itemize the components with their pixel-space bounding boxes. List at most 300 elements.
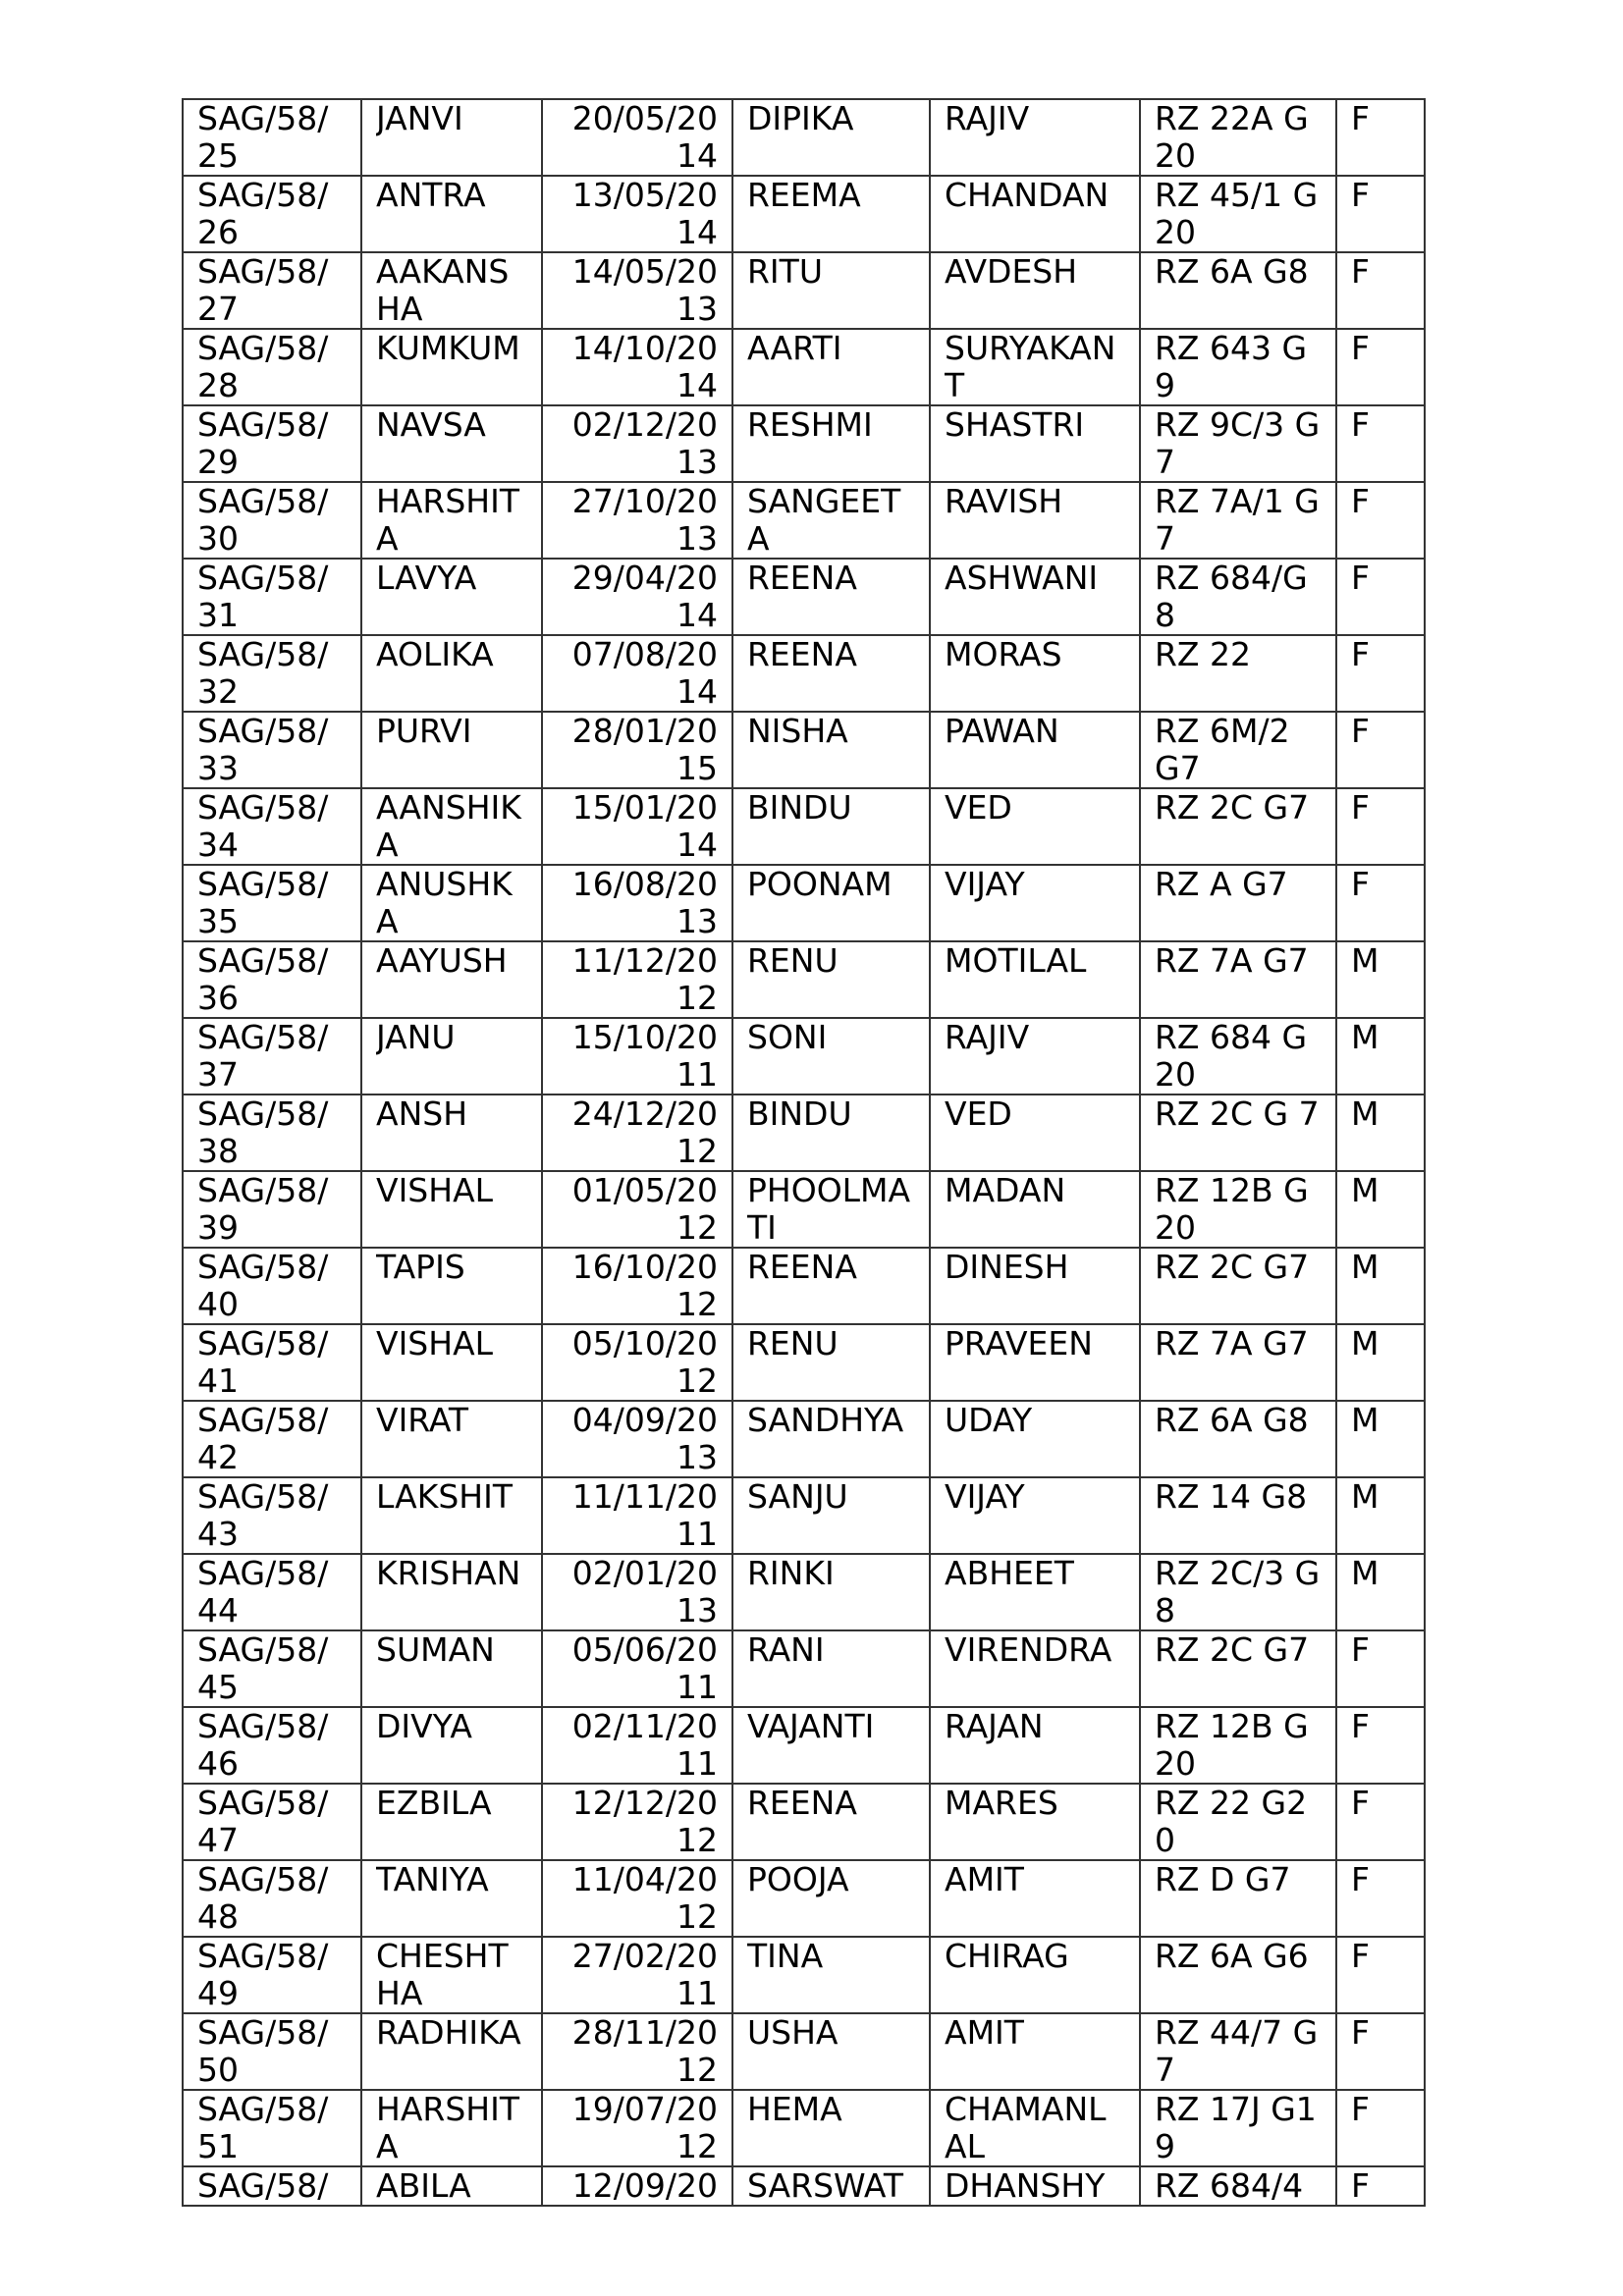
gender-cell <box>1336 329 1425 405</box>
date-of-birth-cell <box>542 1630 732 1707</box>
father-name-cell <box>930 1707 1140 1784</box>
address-text: RZ 643 G9 <box>1155 330 1308 404</box>
admission-number-cell <box>183 176 361 252</box>
address-cell <box>1140 1095 1336 1171</box>
date-of-birth-text: 27/10/2013 <box>571 483 718 558</box>
table-row <box>183 1860 1425 1937</box>
admission-number-text: SAG/58/38 <box>197 1095 329 1170</box>
admission-number-cell <box>183 2013 361 2090</box>
student-name-cell <box>361 2090 542 2166</box>
student-name-cell <box>361 788 542 865</box>
address-text: RZ 9C/3 G7 <box>1155 406 1321 481</box>
mother-name-text: RINKI <box>747 1555 835 1592</box>
gender-cell <box>1336 2090 1425 2166</box>
student-name-text: HARSHITA <box>376 483 519 558</box>
student-name-cell <box>361 635 542 712</box>
mother-name-cell <box>732 329 930 405</box>
student-name-text: SUMAN <box>376 1631 495 1669</box>
student-name-text: HARSHITA <box>376 2091 519 2165</box>
gender-text: F <box>1351 330 1370 367</box>
student-name-text: ANSH <box>376 1095 468 1133</box>
address-text: RZ 7A G7 <box>1155 942 1309 980</box>
father-name-cell <box>930 1248 1140 1324</box>
student-name-text: LAVYA <box>376 560 477 597</box>
student-name-cell <box>361 1784 542 1860</box>
gender-text: F <box>1351 253 1370 291</box>
mother-name-cell <box>732 1784 930 1860</box>
admission-number-cell <box>183 1477 361 1554</box>
father-name-cell <box>930 329 1140 405</box>
admission-number-text: SAG/58/28 <box>197 330 329 404</box>
date-of-birth-text: 15/10/2011 <box>571 1019 718 1094</box>
address-cell <box>1140 712 1336 788</box>
student-name-cell <box>361 2166 542 2206</box>
father-name-text: AMIT <box>945 2014 1024 2052</box>
mother-name-cell <box>732 1171 930 1248</box>
father-name-cell <box>930 482 1140 559</box>
gender-cell <box>1336 1630 1425 1707</box>
table-row <box>183 1707 1425 1784</box>
date-of-birth-cell <box>542 1018 732 1095</box>
table-row <box>183 1477 1425 1554</box>
gender-text: F <box>1351 406 1370 444</box>
gender-text: M <box>1351 1555 1380 1592</box>
admission-number-cell <box>183 1784 361 1860</box>
address-text: RZ 684 G20 <box>1155 1019 1308 1094</box>
gender-cell <box>1336 2166 1425 2206</box>
date-of-birth-cell <box>542 252 732 329</box>
date-of-birth-cell <box>542 329 732 405</box>
mother-name-cell <box>732 405 930 482</box>
address-text: RZ 22 <box>1155 636 1252 673</box>
father-name-cell <box>930 1554 1140 1630</box>
admission-number-text: SAG/58/33 <box>197 713 329 787</box>
address-text: RZ 6A G6 <box>1155 1938 1309 1975</box>
father-name-cell <box>930 1018 1140 1095</box>
father-name-text: CHANDAN <box>945 177 1109 214</box>
admission-number-text: SAG/58/29 <box>197 406 329 481</box>
student-name-text: NAVSA <box>376 406 486 444</box>
address-text: RZ 17J G19 <box>1155 2091 1317 2165</box>
table-row <box>183 252 1425 329</box>
student-name-cell <box>361 1554 542 1630</box>
mother-name-text: SARSWAT <box>747 2167 904 2205</box>
admission-number-cell <box>183 1171 361 1248</box>
gender-cell <box>1336 712 1425 788</box>
gender-text: F <box>1351 2167 1370 2205</box>
gender-text: M <box>1351 1019 1380 1056</box>
father-name-text: ABHEET <box>945 1555 1074 1592</box>
gender-text: F <box>1351 177 1370 214</box>
father-name-cell <box>930 1401 1140 1477</box>
mother-name-cell <box>732 1937 930 2013</box>
student-name-cell <box>361 559 542 635</box>
address-text: RZ 12B G20 <box>1155 1172 1309 1247</box>
date-of-birth-text: 24/12/2012 <box>571 1095 718 1170</box>
admission-number-cell <box>183 1324 361 1401</box>
date-of-birth-cell <box>542 941 732 1018</box>
mother-name-cell <box>732 2166 930 2206</box>
date-of-birth-cell <box>542 1860 732 1937</box>
date-of-birth-cell <box>542 482 732 559</box>
mother-name-text: RENU <box>747 942 839 980</box>
student-name-text: JANVI <box>376 100 463 137</box>
mother-name-cell <box>732 482 930 559</box>
address-cell <box>1140 1784 1336 1860</box>
table-row <box>183 1554 1425 1630</box>
address-cell <box>1140 482 1336 559</box>
gender-text: M <box>1351 1478 1380 1516</box>
father-name-cell <box>930 865 1140 941</box>
date-of-birth-cell <box>542 176 732 252</box>
date-of-birth-text: 14/10/2014 <box>571 330 718 404</box>
date-of-birth-text: 28/01/2015 <box>571 713 718 787</box>
table-row <box>183 1937 1425 2013</box>
student-name-cell <box>361 1324 542 1401</box>
address-cell <box>1140 1324 1336 1401</box>
date-of-birth-text: 05/06/2011 <box>571 1631 718 1706</box>
date-of-birth-text: 14/05/2013 <box>571 253 718 328</box>
admission-number-text: SAG/58/27 <box>197 253 329 328</box>
student-name-cell <box>361 252 542 329</box>
mother-name-text: REENA <box>747 636 857 673</box>
address-text: RZ 6A G8 <box>1155 1402 1309 1439</box>
date-of-birth-cell <box>542 99 732 176</box>
student-name-cell <box>361 329 542 405</box>
table-row <box>183 1018 1425 1095</box>
date-of-birth-cell <box>542 788 732 865</box>
records-table-body <box>183 99 1425 2206</box>
gender-cell <box>1336 482 1425 559</box>
gender-cell <box>1336 1018 1425 1095</box>
father-name-cell <box>930 99 1140 176</box>
address-cell <box>1140 1018 1336 1095</box>
date-of-birth-cell <box>542 1171 732 1248</box>
mother-name-text: POONAM <box>747 866 893 903</box>
records-table <box>182 98 1426 2207</box>
table-row <box>183 2166 1425 2206</box>
date-of-birth-text: 19/07/2012 <box>571 2091 718 2165</box>
table-row <box>183 1401 1425 1477</box>
date-of-birth-cell <box>542 2013 732 2090</box>
address-cell <box>1140 1554 1336 1630</box>
student-name-cell <box>361 1630 542 1707</box>
father-name-cell <box>930 1171 1140 1248</box>
mother-name-text: SONI <box>747 1019 828 1056</box>
date-of-birth-text: 27/02/2011 <box>571 1938 718 2012</box>
mother-name-cell <box>732 1248 930 1324</box>
father-name-cell <box>930 2166 1140 2206</box>
date-of-birth-text: 29/04/2014 <box>571 560 718 634</box>
student-name-text: CHESHTHA <box>376 1938 509 2012</box>
admission-number-cell <box>183 788 361 865</box>
mother-name-cell <box>732 1018 930 1095</box>
father-name-cell <box>930 1324 1140 1401</box>
gender-text: M <box>1351 1172 1380 1209</box>
date-of-birth-cell <box>542 1324 732 1401</box>
student-name-text: AANSHIKA <box>376 789 521 864</box>
mother-name-cell <box>732 2013 930 2090</box>
date-of-birth-text: 05/10/2012 <box>571 1325 718 1400</box>
table-row <box>183 712 1425 788</box>
address-cell <box>1140 788 1336 865</box>
student-name-text: PURVI <box>376 713 472 750</box>
table-row <box>183 941 1425 1018</box>
address-cell <box>1140 2090 1336 2166</box>
gender-cell <box>1336 1554 1425 1630</box>
mother-name-cell <box>732 1860 930 1937</box>
table-row <box>183 865 1425 941</box>
gender-text: F <box>1351 789 1370 827</box>
date-of-birth-text: 01/05/2012 <box>571 1172 718 1247</box>
admission-number-text: SAG/58/34 <box>197 789 329 864</box>
address-cell <box>1140 559 1336 635</box>
table-row <box>183 405 1425 482</box>
address-cell <box>1140 941 1336 1018</box>
father-name-text: PRAVEEN <box>945 1325 1093 1362</box>
admission-number-text: SAG/58/51 <box>197 2091 329 2165</box>
mother-name-text: NISHA <box>747 713 848 750</box>
admission-number-text: SAG/58/37 <box>197 1019 329 1094</box>
father-name-text: VED <box>945 1095 1012 1133</box>
mother-name-text: BINDU <box>747 1095 852 1133</box>
mother-name-text: DIPIKA <box>747 100 854 137</box>
mother-name-text: REENA <box>747 1785 857 1822</box>
gender-cell <box>1336 788 1425 865</box>
father-name-text: SHASTRI <box>945 406 1085 444</box>
student-name-cell <box>361 99 542 176</box>
date-of-birth-cell <box>542 1707 732 1784</box>
address-cell <box>1140 2166 1336 2206</box>
table-row <box>183 1171 1425 1248</box>
admission-number-text: SAG/58/48 <box>197 1861 329 1936</box>
table-row <box>183 1630 1425 1707</box>
father-name-text: RAVISH <box>945 483 1063 520</box>
mother-name-cell <box>732 2090 930 2166</box>
admission-number-cell <box>183 252 361 329</box>
student-name-text: LAKSHIT <box>376 1478 514 1516</box>
father-name-cell <box>930 176 1140 252</box>
gender-cell <box>1336 1324 1425 1401</box>
admission-number-cell <box>183 1248 361 1324</box>
father-name-cell <box>930 252 1140 329</box>
student-name-text: VISHAL <box>376 1325 494 1362</box>
date-of-birth-cell <box>542 1248 732 1324</box>
father-name-text: PAWAN <box>945 713 1059 750</box>
mother-name-text: REEMA <box>747 177 861 214</box>
table-row <box>183 2090 1425 2166</box>
father-name-text: CHAMANLAL <box>945 2091 1107 2165</box>
father-name-text: RAJIV <box>945 100 1030 137</box>
table-row <box>183 788 1425 865</box>
address-cell <box>1140 1937 1336 2013</box>
student-name-cell <box>361 1477 542 1554</box>
gender-cell <box>1336 1248 1425 1324</box>
table-row <box>183 2013 1425 2090</box>
gender-cell <box>1336 176 1425 252</box>
student-name-cell <box>361 176 542 252</box>
admission-number-cell <box>183 865 361 941</box>
gender-cell <box>1336 1707 1425 1784</box>
gender-text: F <box>1351 1861 1370 1898</box>
student-name-text: ANTRA <box>376 177 486 214</box>
student-name-cell <box>361 941 542 1018</box>
admission-number-cell <box>183 405 361 482</box>
gender-cell <box>1336 2013 1425 2090</box>
address-text: RZ A G7 <box>1155 866 1288 903</box>
father-name-text: VED <box>945 789 1012 827</box>
mother-name-text: REENA <box>747 560 857 597</box>
date-of-birth-text: 02/12/2013 <box>571 406 718 481</box>
mother-name-cell <box>732 99 930 176</box>
address-cell <box>1140 1401 1336 1477</box>
date-of-birth-text: 12/12/2012 <box>571 1785 718 1859</box>
admission-number-cell <box>183 1018 361 1095</box>
date-of-birth-text: 16/08/2013 <box>571 866 718 940</box>
student-name-cell <box>361 1401 542 1477</box>
gender-cell <box>1336 865 1425 941</box>
admission-number-text: SAG/58/43 <box>197 1478 329 1553</box>
table-row <box>183 99 1425 176</box>
admission-number-cell <box>183 559 361 635</box>
table-row <box>183 1248 1425 1324</box>
gender-cell <box>1336 1477 1425 1554</box>
gender-cell <box>1336 1937 1425 2013</box>
student-name-text: VIRAT <box>376 1402 469 1439</box>
mother-name-text: RENU <box>747 1325 839 1362</box>
address-text: RZ 45/1 G20 <box>1155 177 1319 251</box>
gender-text: M <box>1351 1402 1380 1439</box>
admission-number-text: SAG/58/30 <box>197 483 329 558</box>
student-name-text: KRISHAN <box>376 1555 521 1592</box>
date-of-birth-text: 16/10/2012 <box>571 1249 718 1323</box>
address-text: RZ 7A/1 G7 <box>1155 483 1320 558</box>
mother-name-text: POOJA <box>747 1861 849 1898</box>
date-of-birth-text: 28/11/2012 <box>571 2014 718 2089</box>
address-text: RZ D G7 <box>1155 1861 1291 1898</box>
admission-number-text: SAG/58/31 <box>197 560 329 634</box>
student-name-text: TANIYA <box>376 1861 489 1898</box>
admission-number-cell <box>183 2166 361 2206</box>
admission-number-text: SAG/58/39 <box>197 1172 329 1247</box>
admission-number-cell <box>183 1630 361 1707</box>
address-cell <box>1140 252 1336 329</box>
address-text: RZ 2C G7 <box>1155 789 1310 827</box>
student-name-cell <box>361 1095 542 1171</box>
date-of-birth-text: 11/04/2012 <box>571 1861 718 1936</box>
admission-number-cell <box>183 941 361 1018</box>
gender-text: F <box>1351 713 1370 750</box>
admission-number-text: SAG/58/45 <box>197 1631 329 1706</box>
gender-text: F <box>1351 483 1370 520</box>
father-name-text: SURYAKANT <box>945 330 1116 404</box>
mother-name-text: HEMA <box>747 2091 842 2128</box>
mother-name-text: SANDHYA <box>747 1402 904 1439</box>
mother-name-cell <box>732 712 930 788</box>
mother-name-text: TINA <box>747 1938 824 1975</box>
gender-text: F <box>1351 636 1370 673</box>
admission-number-cell <box>183 2090 361 2166</box>
student-name-text: TAPIS <box>376 1249 465 1286</box>
gender-cell <box>1336 559 1425 635</box>
father-name-text: RAJIV <box>945 1019 1030 1056</box>
admission-number-text: SAG/58/25 <box>197 100 329 175</box>
gender-cell <box>1336 405 1425 482</box>
gender-cell <box>1336 99 1425 176</box>
address-cell <box>1140 1477 1336 1554</box>
table-row <box>183 1324 1425 1401</box>
gender-cell <box>1336 1860 1425 1937</box>
student-name-text: JANU <box>376 1019 456 1056</box>
gender-text: F <box>1351 866 1370 903</box>
father-name-text: ASHWANI <box>945 560 1099 597</box>
address-text: RZ 22A G20 <box>1155 100 1309 175</box>
address-cell <box>1140 2013 1336 2090</box>
student-name-text: EZBILA <box>376 1785 492 1822</box>
date-of-birth-cell <box>542 712 732 788</box>
address-text: RZ 7A G7 <box>1155 1325 1309 1362</box>
father-name-text: RAJAN <box>945 1708 1044 1745</box>
mother-name-cell <box>732 1095 930 1171</box>
address-cell <box>1140 329 1336 405</box>
admission-number-text: SAG/58/41 <box>197 1325 329 1400</box>
date-of-birth-cell <box>542 2090 732 2166</box>
gender-cell <box>1336 1401 1425 1477</box>
date-of-birth-cell <box>542 1095 732 1171</box>
father-name-cell <box>930 712 1140 788</box>
admission-number-text: SAG/58/40 <box>197 1249 329 1323</box>
father-name-cell <box>930 1630 1140 1707</box>
admission-number-text: SAG/58/26 <box>197 177 329 251</box>
mother-name-text: REENA <box>747 1249 857 1286</box>
address-text: RZ 2C G 7 <box>1155 1095 1320 1133</box>
address-text: RZ 6M/2 G7 <box>1155 713 1290 787</box>
mother-name-cell <box>732 635 930 712</box>
mother-name-cell <box>732 1401 930 1477</box>
address-cell <box>1140 1707 1336 1784</box>
student-name-cell <box>361 1248 542 1324</box>
father-name-text: VIRENDRA <box>945 1631 1112 1669</box>
gender-cell <box>1336 635 1425 712</box>
father-name-cell <box>930 1860 1140 1937</box>
mother-name-cell <box>732 1630 930 1707</box>
date-of-birth-text: 13/05/2014 <box>571 177 718 251</box>
address-text: RZ 2C/3 G8 <box>1155 1555 1321 1629</box>
date-of-birth-cell <box>542 405 732 482</box>
admission-number-cell <box>183 1095 361 1171</box>
student-name-cell <box>361 865 542 941</box>
gender-text: F <box>1351 1631 1370 1669</box>
admission-number-cell <box>183 1707 361 1784</box>
gender-text: M <box>1351 942 1380 980</box>
gender-cell <box>1336 252 1425 329</box>
father-name-text: VIJAY <box>945 1478 1025 1516</box>
address-cell <box>1140 405 1336 482</box>
mother-name-text: RANI <box>747 1631 825 1669</box>
address-text: RZ 22 G20 <box>1155 1785 1308 1859</box>
father-name-cell <box>930 635 1140 712</box>
student-name-cell <box>361 1171 542 1248</box>
father-name-cell <box>930 1937 1140 2013</box>
gender-cell <box>1336 941 1425 1018</box>
student-name-cell <box>361 2013 542 2090</box>
table-row <box>183 1784 1425 1860</box>
table-row <box>183 329 1425 405</box>
address-cell <box>1140 99 1336 176</box>
gender-text: F <box>1351 560 1370 597</box>
father-name-text: MADAN <box>945 1172 1066 1209</box>
mother-name-cell <box>732 559 930 635</box>
